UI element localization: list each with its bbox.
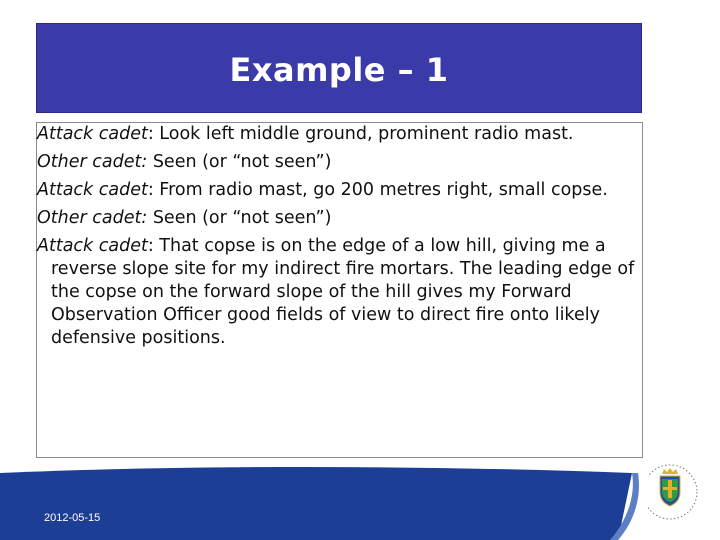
dialogue-text: That copse is on the edge of a low hill, giving me a reverse slope site for my indirect fire mortars. The leading edge of the copse on the forward slope of the hill gives my Forward Observation Officer good fields of view to direct fire onto likely defensive positions. [51,236,635,348]
speaker-label: Attack cadet [37,180,148,200]
slide-title: Example – 1 [229,51,449,89]
speaker-separator: : [147,236,160,256]
dialogue-text: From radio mast, go 200 metres right, small copse. [159,180,608,200]
slide-content [37,123,641,355]
dialogue-paragraph [37,179,641,202]
speaker-label: Attack cadet [37,124,148,144]
title-bar [36,23,642,113]
footer-date: 2012-05-15 [44,512,101,524]
dialogue-text: Seen (or “not seen”) [152,208,332,228]
content-box [36,122,643,458]
national-defence-college-crest-icon [648,458,704,528]
speaker-separator: : [147,124,160,144]
footer-blue-wave [0,467,632,540]
dialogue-paragraph [37,235,641,350]
dialogue-paragraph [37,207,641,230]
dialogue-paragraph [37,123,641,146]
speaker-label: Other cadet: [37,152,148,172]
speaker-label: Other cadet: [37,208,148,228]
college-logo [648,458,704,528]
speaker-separator: : [147,180,160,200]
footer-bar [0,467,720,540]
dialogue-paragraph [37,151,641,174]
dialogue-text: Look left middle ground, prominent radio mast. [159,124,574,144]
dialogue-text: Seen (or “not seen”) [152,152,332,172]
speaker-label: Attack cadet [37,236,148,256]
